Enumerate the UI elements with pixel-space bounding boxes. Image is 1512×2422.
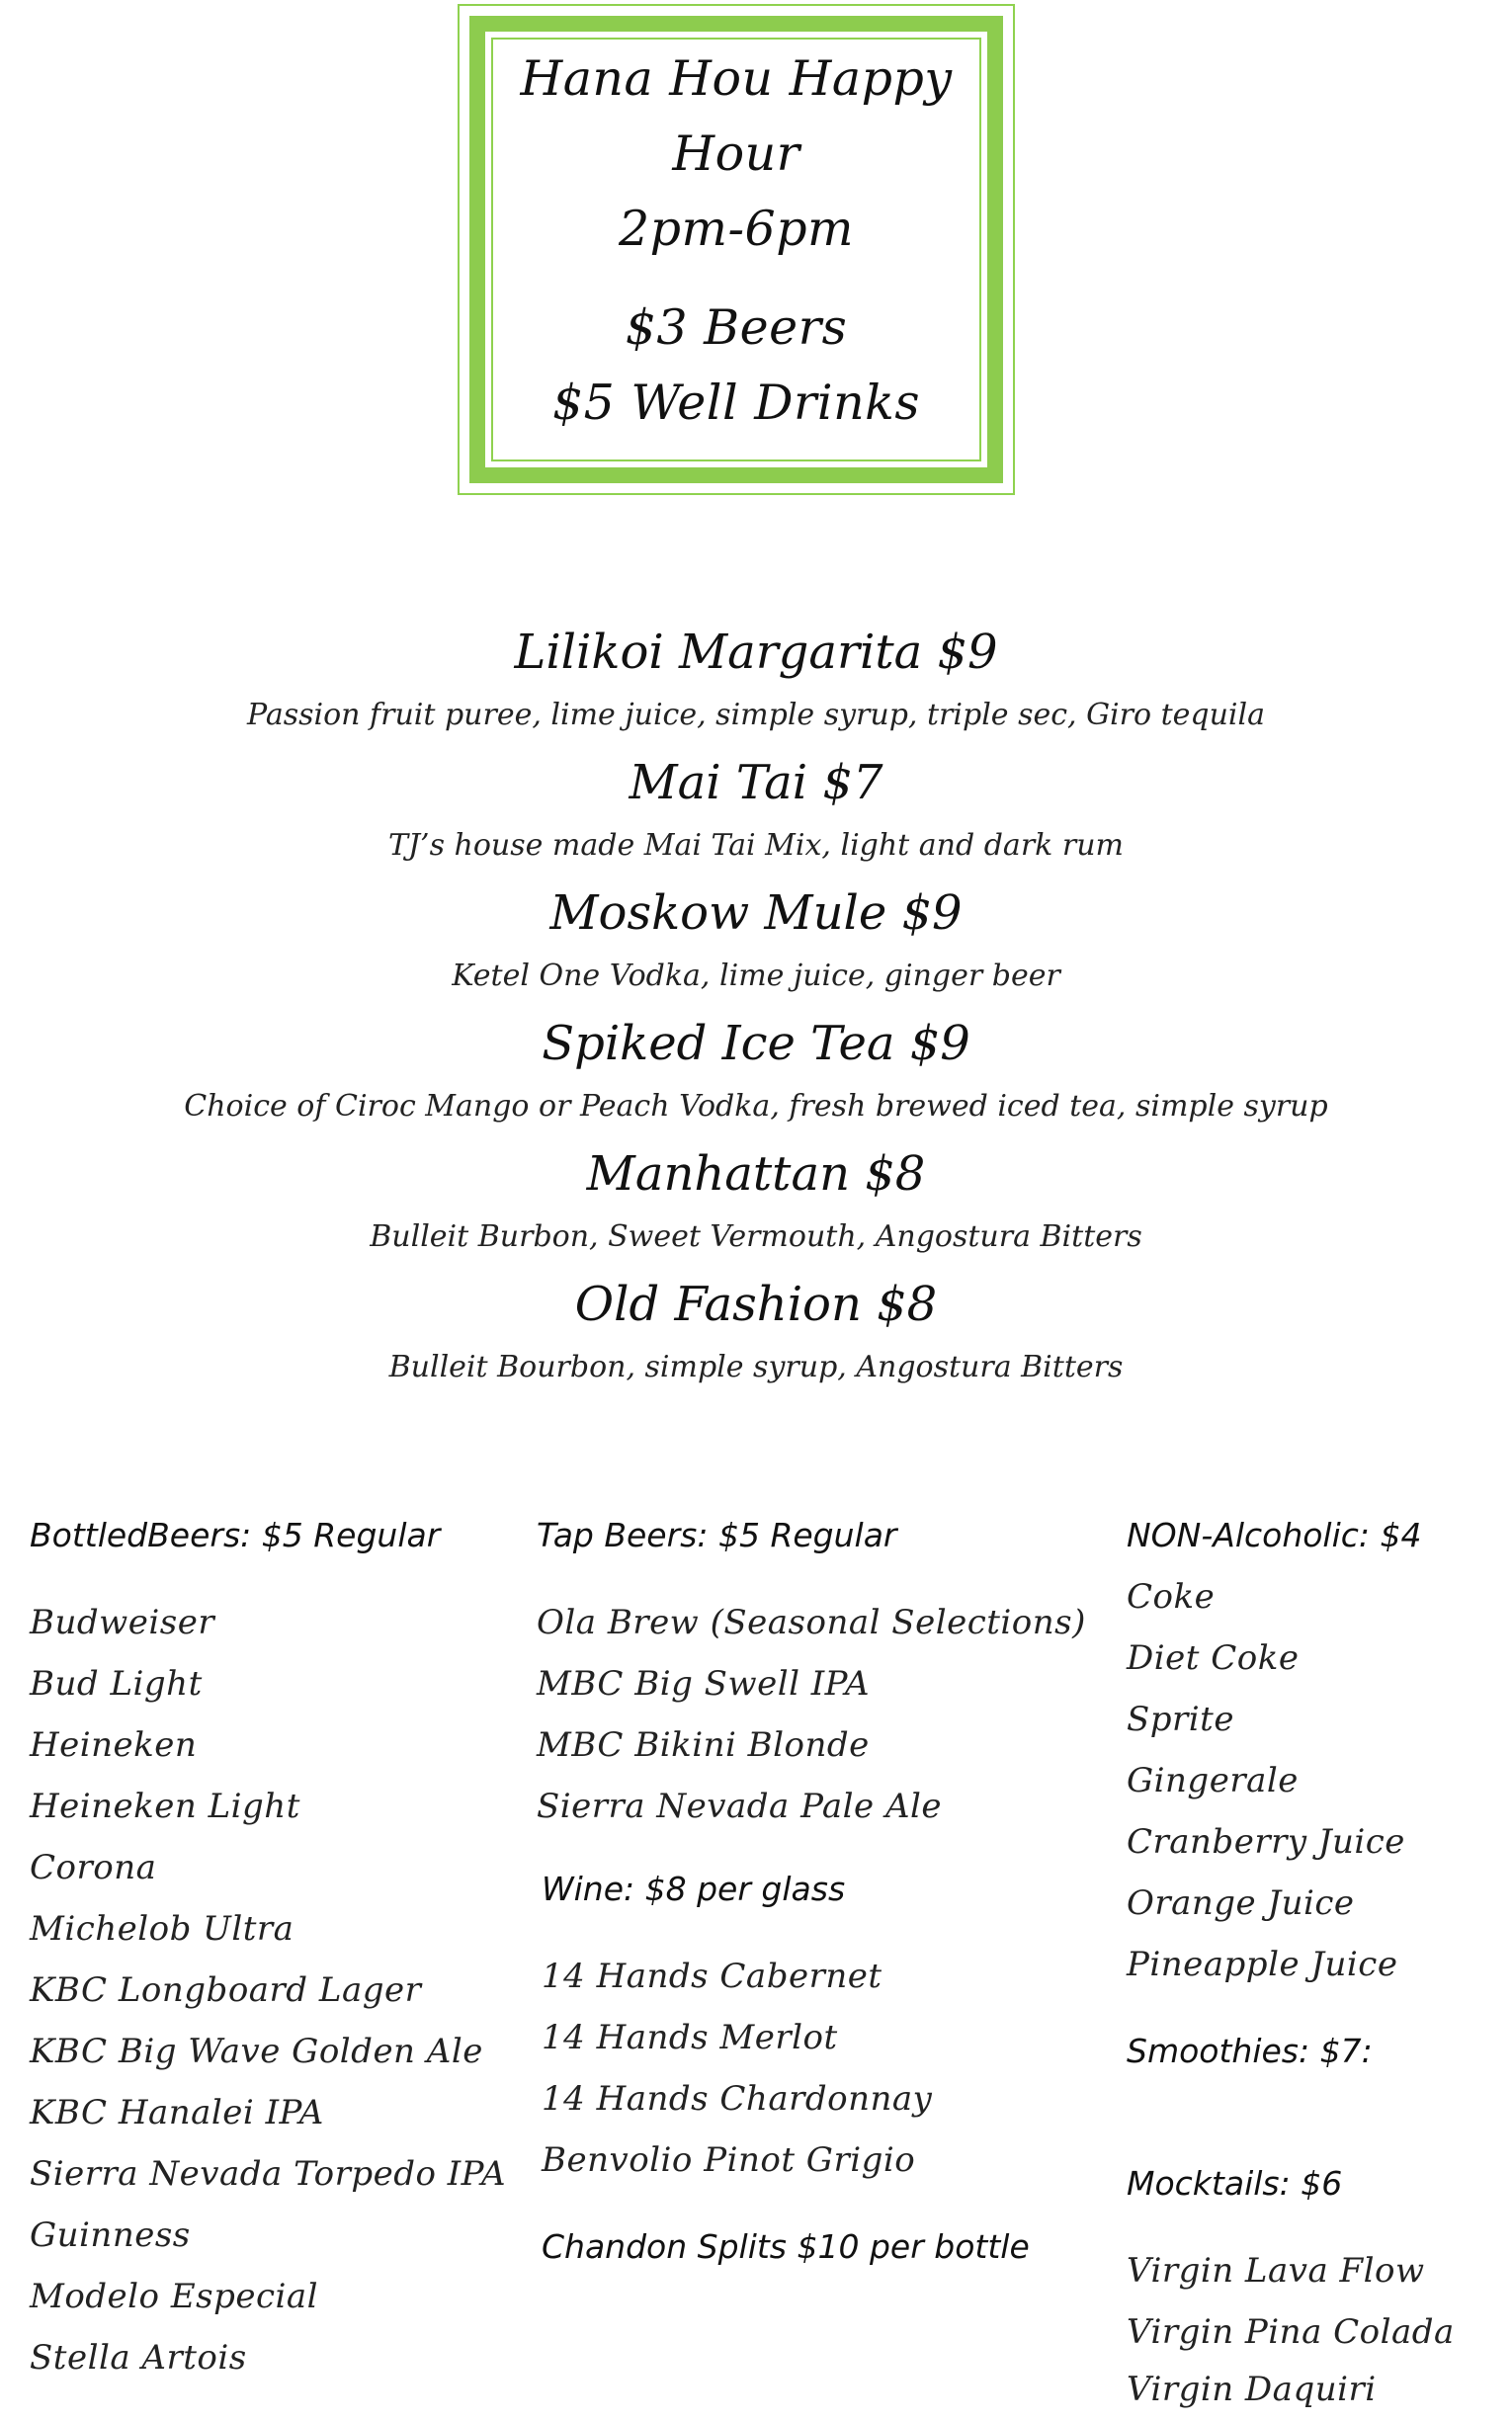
cocktail-description: TJ’s house made Mai Tai Mix, light and dark rum xyxy=(388,828,1124,863)
list-item: Guinness xyxy=(30,2215,191,2255)
cocktail-name: Mai Tai $7 xyxy=(629,755,883,810)
cocktail-name: Moskow Mule $9 xyxy=(549,885,963,941)
cocktail-name: Spiked Ice Tea $9 xyxy=(542,1016,970,1071)
bottled-beers-heading: BottledBeers: $5 Regular xyxy=(30,1516,441,1554)
list-item: Corona xyxy=(30,1848,157,1887)
happy-hour-box xyxy=(458,4,1015,495)
list-item: Pineapple Juice xyxy=(1127,1945,1398,1984)
mocktails-heading: Mocktails: $6 xyxy=(1127,2164,1343,2203)
chandon-splits: Chandon Splits $10 per bottle xyxy=(542,2227,1030,2266)
list-item: 14 Hands Chardonnay xyxy=(542,2079,933,2119)
cocktail-description: Bulleit Bourbon, simple syrup, Angostura Bitters xyxy=(388,1350,1124,1384)
cocktail-description: Ketel One Vodka, lime juice, ginger beer xyxy=(452,959,1060,993)
cocktail-description: Passion fruit puree, lime juice, simple syrup, triple sec, Giro tequila xyxy=(246,698,1266,732)
cocktail-description: Choice of Ciroc Mango or Peach Vodka, fresh brewed iced tea, simple syrup xyxy=(184,1089,1328,1124)
list-item: Heineken Light xyxy=(30,1787,300,1826)
cocktail-name: Manhattan $8 xyxy=(586,1146,926,1202)
happy-hour-beers: $3 Beers xyxy=(625,299,848,356)
happy-hour-title-line1: Hana Hou Happy xyxy=(520,50,953,107)
list-item: Sierra Nevada Torpedo IPA xyxy=(30,2154,506,2194)
list-item: Diet Coke xyxy=(1127,1638,1300,1678)
list-item: KBC Longboard Lager xyxy=(30,1970,422,2010)
smoothies-heading: Smoothies: $7: xyxy=(1127,2032,1373,2070)
cocktail-name: Old Fashion $8 xyxy=(574,1277,938,1332)
list-item: Stella Artois xyxy=(30,2338,247,2378)
list-item: Gingerale xyxy=(1127,1761,1299,1800)
list-item: Virgin Daquiri xyxy=(1127,2370,1377,2409)
list-item: MBC Big Swell IPA xyxy=(537,1664,870,1704)
tap-beers-heading: Tap Beers: $5 Regular xyxy=(537,1516,897,1554)
list-item: Heineken xyxy=(30,1725,198,1765)
list-item: Budweiser xyxy=(30,1603,215,1642)
non-alcoholic-heading: NON-Alcoholic: $4 xyxy=(1127,1516,1422,1554)
list-item: Benvolio Pinot Grigio xyxy=(542,2140,916,2180)
list-item: Cranberry Juice xyxy=(1127,1822,1405,1862)
list-item: Bud Light xyxy=(30,1664,203,1704)
list-item: Ola Brew (Seasonal Selections) xyxy=(537,1603,1086,1642)
list-item: Michelob Ultra xyxy=(30,1909,294,1949)
cocktail-name: Lilikoi Margarita $9 xyxy=(514,625,998,680)
list-item: Virgin Lava Flow xyxy=(1127,2251,1425,2291)
list-item: Modelo Especial xyxy=(30,2277,319,2316)
happy-hour-well-drinks: $5 Well Drinks xyxy=(552,375,920,431)
happy-hour-time: 2pm-6pm xyxy=(618,201,855,257)
list-item: Sierra Nevada Pale Ale xyxy=(537,1787,943,1826)
list-item: MBC Bikini Blonde xyxy=(537,1725,870,1765)
list-item: Coke xyxy=(1127,1577,1216,1617)
list-item: KBC Hanalei IPA xyxy=(30,2093,324,2132)
list-item: Virgin Pina Colada xyxy=(1127,2312,1455,2352)
list-item: 14 Hands Cabernet xyxy=(542,1957,882,1996)
wine-heading: Wine: $8 per glass xyxy=(542,1870,846,1908)
list-item: Orange Juice xyxy=(1127,1883,1355,1923)
cocktail-description: Bulleit Burbon, Sweet Vermouth, Angostura Bitters xyxy=(370,1219,1142,1254)
list-item: 14 Hands Merlot xyxy=(542,2018,838,2057)
list-item: Sprite xyxy=(1127,1700,1234,1739)
happy-hour-title-line2: Hour xyxy=(672,125,800,182)
list-item: KBC Big Wave Golden Ale xyxy=(30,2032,483,2071)
